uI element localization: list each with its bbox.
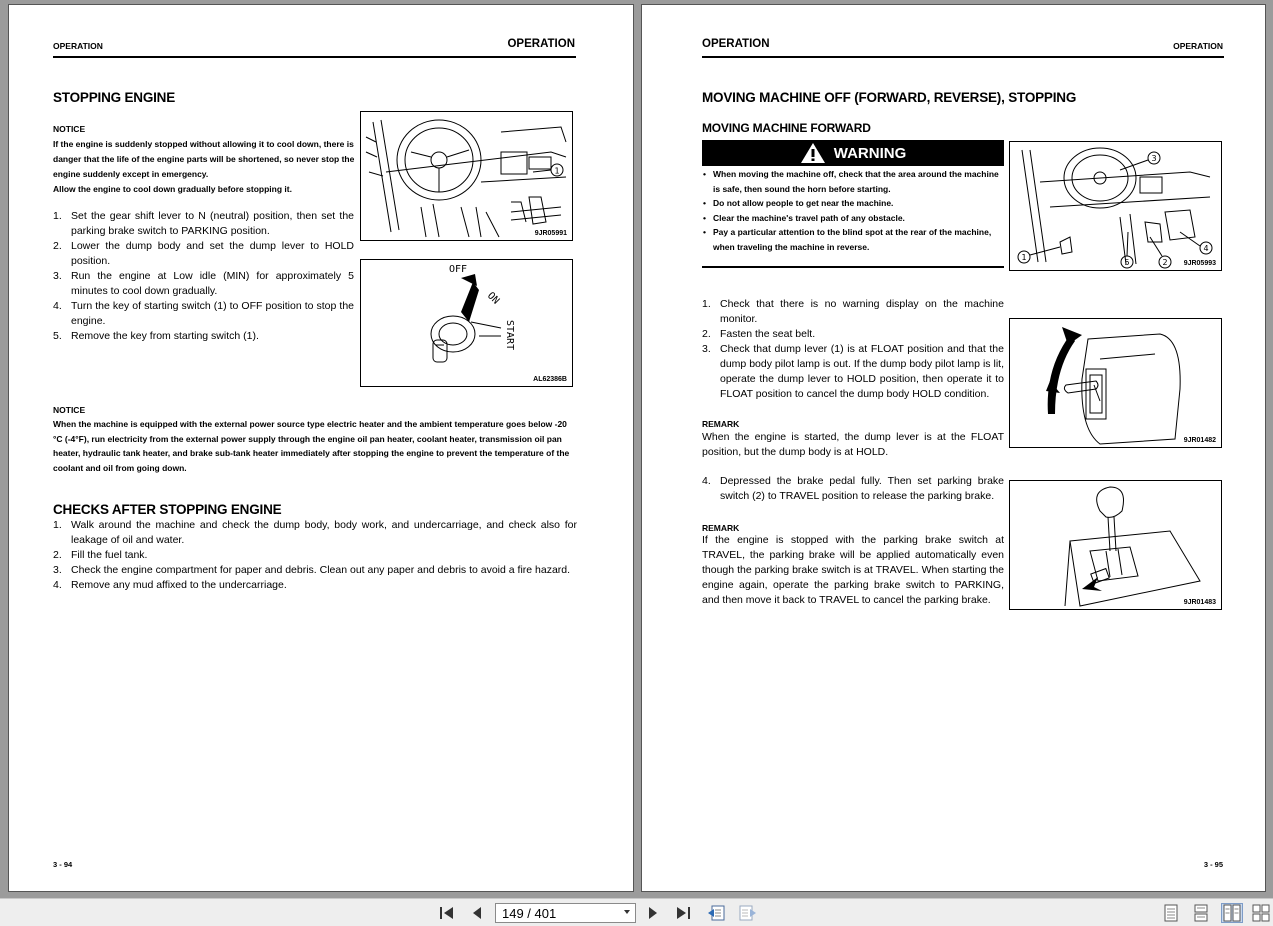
key-switch-illustration [361,260,572,386]
notice-line: When the machine is equipped with the external power source type electric heater and the ambient temperature goes below -20 [53,419,567,429]
bullet-icon: • [703,169,706,179]
list-item [702,297,1004,327]
remark-title: REMARK [702,523,740,533]
chevron-down-icon[interactable] [624,910,630,914]
prev-page-icon [470,905,484,921]
figure-cab-controls [1009,141,1222,271]
notice-line: If the engine is suddenly stopped without allowing it to cool down, there is [53,139,354,149]
notice-line: °C (-4°F), run electricity from the external power supply through the engine oil pan heater, coolant heater, transmission oil pan [53,433,562,444]
notice-line: coolant and oil from going down. [53,462,187,473]
list-item [702,196,1004,211]
list-item [53,299,354,329]
figure-code: AL62386B [533,376,567,383]
continuous-icon [1193,904,1209,922]
prev-page-button[interactable] [466,903,488,923]
warning-text: When moving the machine off, check that the area around the machine is safe, then sound the horn before starting. [713,169,999,194]
list-item [53,329,354,344]
single-page-view-button[interactable] [1160,903,1182,923]
page-left [8,4,634,892]
figure-code: 9JR01483 [1183,599,1216,606]
next-page-icon [646,905,660,921]
header-rule [53,56,576,58]
continuous-view-button[interactable] [1190,903,1212,923]
notice-title: NOTICE [53,124,86,134]
step-number: 1. [702,298,711,310]
page-number-input[interactable] [495,903,636,923]
previous-view-button[interactable] [705,903,727,923]
list-item [53,563,577,578]
list-item [53,518,577,548]
page-number-right: 3 - 95 [1203,860,1223,869]
step-number: 3. [53,270,62,282]
navigation-toolbar [0,898,1273,926]
list-item [702,225,1004,254]
step-text: Run the engine at Low idle (MIN) for approximately 5 minutes to cool down gradually. [71,270,354,297]
figure-code: 9JR05993 [1183,260,1216,267]
dashboard-illustration [361,112,572,240]
step-number: 2. [53,549,62,561]
warning-banner [702,140,1004,166]
callout-4: 4 [1203,244,1209,253]
list-item [702,211,1004,226]
remark-text: If the engine is stopped with the parking brake switch at TRAVEL, the parking brake will be applied automatically even though the parking brake switch is at TRAVEL. When starting the engine again, operate the parking brake switch to PARKING, and then move it back to TRAVEL to cancel the parking brake. [702,534,1004,606]
step-text: Depressed the brake pedal fully. Then set parking brake switch (2) to TRAVEL position to release the parking brake. [720,475,1004,502]
bullet-icon: • [703,227,706,238]
step-number: 3. [702,343,711,355]
callout-1: 1 [554,166,560,176]
label-off: OFF [449,264,468,275]
stopping-steps [53,209,354,344]
step-number: 1. [53,519,62,531]
list-item [702,474,1004,504]
bullet-icon: • [703,198,706,209]
figure-dump-lever [1009,318,1222,448]
list-item [702,342,1004,402]
step-text: Remove any mud affixed to the undercarriage. [71,579,287,591]
header-rule [702,56,1224,58]
next-view-button[interactable] [737,903,759,923]
header-left-big: OPERATION [507,38,575,50]
prev-view-icon [706,904,726,922]
list-item [702,327,1004,342]
step-text: Turn the key of starting switch (1) to OFF position to stop the engine. [71,300,354,327]
warning-triangle-icon [800,142,826,164]
last-page-button[interactable] [672,903,694,923]
last-page-icon [674,905,692,921]
cab-illustration [1010,142,1221,270]
list-item [53,269,354,299]
warning-label: WARNING [833,144,907,162]
callout-1: 1 [1021,253,1027,262]
step-text: Check the engine compartment for paper and debris. Clean out any paper and debris to avoid a fire hazard. [71,564,571,576]
callout-5: 5 [1124,258,1130,267]
list-item [53,578,577,593]
first-page-button[interactable] [436,903,458,923]
warning-text: Do not allow people to get near the machine. [713,198,894,209]
two-page-icon [1223,904,1241,922]
step-number: 4. [702,475,711,487]
notice-line: Allow the engine to cool down gradually before stopping it. [53,184,292,194]
step-text: Check that there is no warning display on the machine monitor. [720,298,1004,325]
step-number: 3. [53,564,62,576]
header-right-big: OPERATION [702,38,770,50]
label-start: START [504,320,515,351]
bullet-icon: • [703,212,706,223]
checks-list [53,518,577,593]
step-text: Check that dump lever (1) is at FLOAT position and that the dump body pilot lamp is out. If the dump body pilot lamp is lit, operate the dump lever to HOLD position, then operate it to FLOAT position to cancel the dump body HOLD condition. [720,343,1004,400]
step-text: Fill the fuel tank. [71,549,148,561]
next-view-icon [738,904,758,922]
single-page-icon [1163,904,1179,922]
remark-text: When the engine is started, the dump lever is at the FLOAT position, but the dump body is at HOLD. [702,431,1004,458]
list-item [53,239,354,269]
moving-step-4 [702,474,1004,504]
subtitle-forward: MOVING MACHINE FORWARD [702,121,871,135]
step-number: 2. [702,328,711,340]
notice-line: heater, hydraulic tank heater, and brake sub-tank heater immediately after stopping the engine to prevent the temperature of the [53,448,570,459]
two-page-view-button[interactable] [1221,903,1243,923]
step-number: 5. [53,330,62,342]
warning-list [702,167,1004,255]
step-text: Lower the dump body and set the dump lever to HOLD position. [71,240,354,267]
step-text: Fasten the seat belt. [720,328,816,340]
remark-title: REMARK [702,419,740,429]
page-number-left: 3 - 94 [53,860,73,869]
figure-key-switch [360,259,573,387]
step-number: 4. [53,300,62,312]
callout-2: 2 [1162,258,1168,267]
warning-bottom-rule [702,266,1004,268]
page-indicator-text: 149 / 401 [502,905,557,921]
title-moving-machine: MOVING MACHINE OFF (FORWARD, REVERSE), STOPPING [702,90,1077,105]
moving-steps [702,297,1004,402]
notice-text [53,417,577,475]
label-on: ON [484,290,502,307]
step-number: 1. [53,210,62,222]
step-number: 4. [53,579,62,591]
first-page-icon [438,905,456,921]
figure-parking-brake-switch [1009,480,1222,610]
step-text: Walk around the machine and check the dump body, body work, and undercarriage, and check also for leakage of oil and water. [71,519,577,546]
two-page-continuous-view-button[interactable] [1251,903,1271,923]
figure-code: 9JR01482 [1183,437,1216,444]
step-number: 2. [53,240,62,252]
list-item [53,548,577,563]
header-left-small: OPERATION [53,41,103,51]
list-item [53,209,354,239]
shift-lever-illustration [1010,481,1221,609]
dump-lever-illustration [1010,319,1221,447]
warning-text: Clear the machine's travel path of any obstacle. [713,212,905,223]
step-text: Set the gear shift lever to N (neutral) position, then set the parking brake switch to PARKING position. [71,210,354,237]
notice-title: NOTICE [53,405,86,415]
figure-code: 9JR05991 [534,230,567,237]
next-page-button[interactable] [642,903,664,923]
step-text: Remove the key from starting switch (1). [71,330,259,342]
notice-line: danger that the life of the engine parts will be shortened, so never stop the [53,154,355,164]
notice-text [53,137,355,197]
page-right [641,4,1266,892]
notice-line: engine suddenly except in emergency. [53,169,209,179]
two-page-continuous-icon [1252,904,1270,922]
callout-3: 3 [1151,154,1157,163]
title-stopping-engine: STOPPING ENGINE [53,90,176,105]
figure-dashboard-switch [360,111,573,241]
warning-text: Pay a particular attention to the blind spot at the rear of the machine, when traveling the machine in reverse. [713,227,992,252]
header-right-small: OPERATION [1173,41,1223,51]
list-item [702,167,1004,196]
title-checks: CHECKS AFTER STOPPING ENGINE [53,502,282,517]
